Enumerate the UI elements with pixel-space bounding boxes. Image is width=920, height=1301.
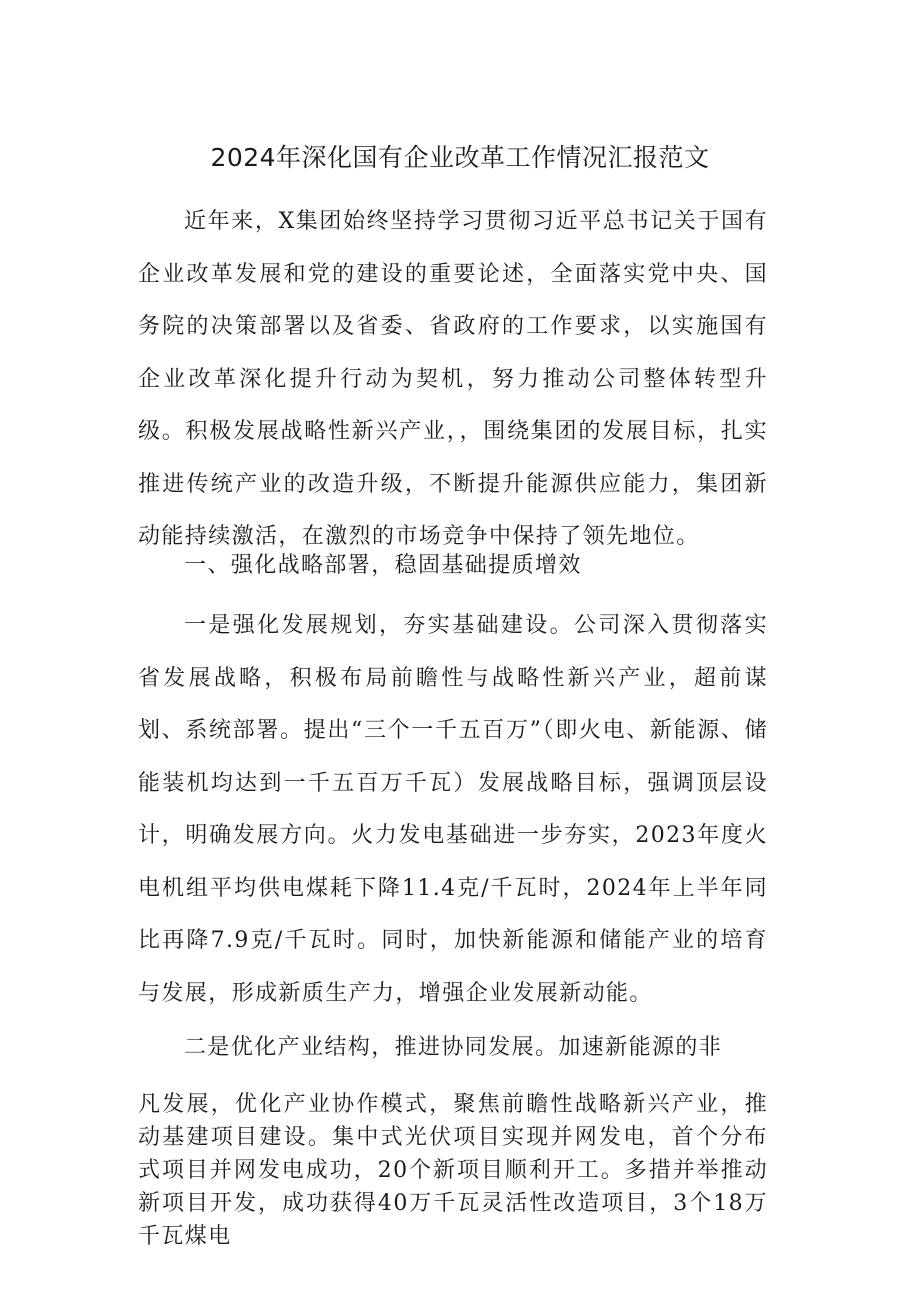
- intro-paragraph: 近年来，X集团始终坚持学习贯彻习近平总书记关于国有企业改革发展和党的建设的重要论述，全面落实党中央、国务院的决策部署以及省委、省政府的工作要求，以实施国有企业改革深化提升行动为契机，努力推动公司整体转型升级。积极发展战略性新兴产业，，围绕集团的发展目标，扎实推进传统产业的改造升级，不断提升能源供应能力，集团新动能持续激活，在激烈的市场竞争中保持了领先地位。: [138, 209, 768, 549]
- document-title: 2024年深化国有企业改革工作情况汇报范文: [210, 143, 710, 172]
- body-paragraph: 一是强化发展规划，夯实基础建设。公司深入贯彻落实省发展战略，积极布局前瞻性与战略性新兴产业，超前谋划、系统部署。提出“三个一千五百万”（即火电、新能源、储能装机均达到一千五百万千瓦）发展战略目标，强调顶层设计，明确发展方向。火力发电基础进一步夯实，2023年度火电机组平均供电煤耗下降11.4克/千瓦时，2024年上半年同比再降7.9克/千瓦时。同时，加快新能源和储能产业的培育与发展，形成新质生产力，增强企业发展新动能。: [138, 613, 768, 1006]
- section-heading: 一、强化战略部署，稳固基础提质增效: [184, 553, 582, 578]
- body-paragraph-continued: 凡发展，优化产业协作模式，聚焦前瞻性战略新兴产业，推动基建项目建设。集中式光伏项目实现并网发电，首个分布式项目并网发电成功，20个新项目顺利开工。多措并举推动新项目开发，成功获得40万千瓦灵活性改造项目，3个18万千瓦煤电: [138, 1092, 768, 1249]
- body-paragraph: 二是优化产业结构，推进协同发展。加速新能源的非: [184, 1035, 723, 1060]
